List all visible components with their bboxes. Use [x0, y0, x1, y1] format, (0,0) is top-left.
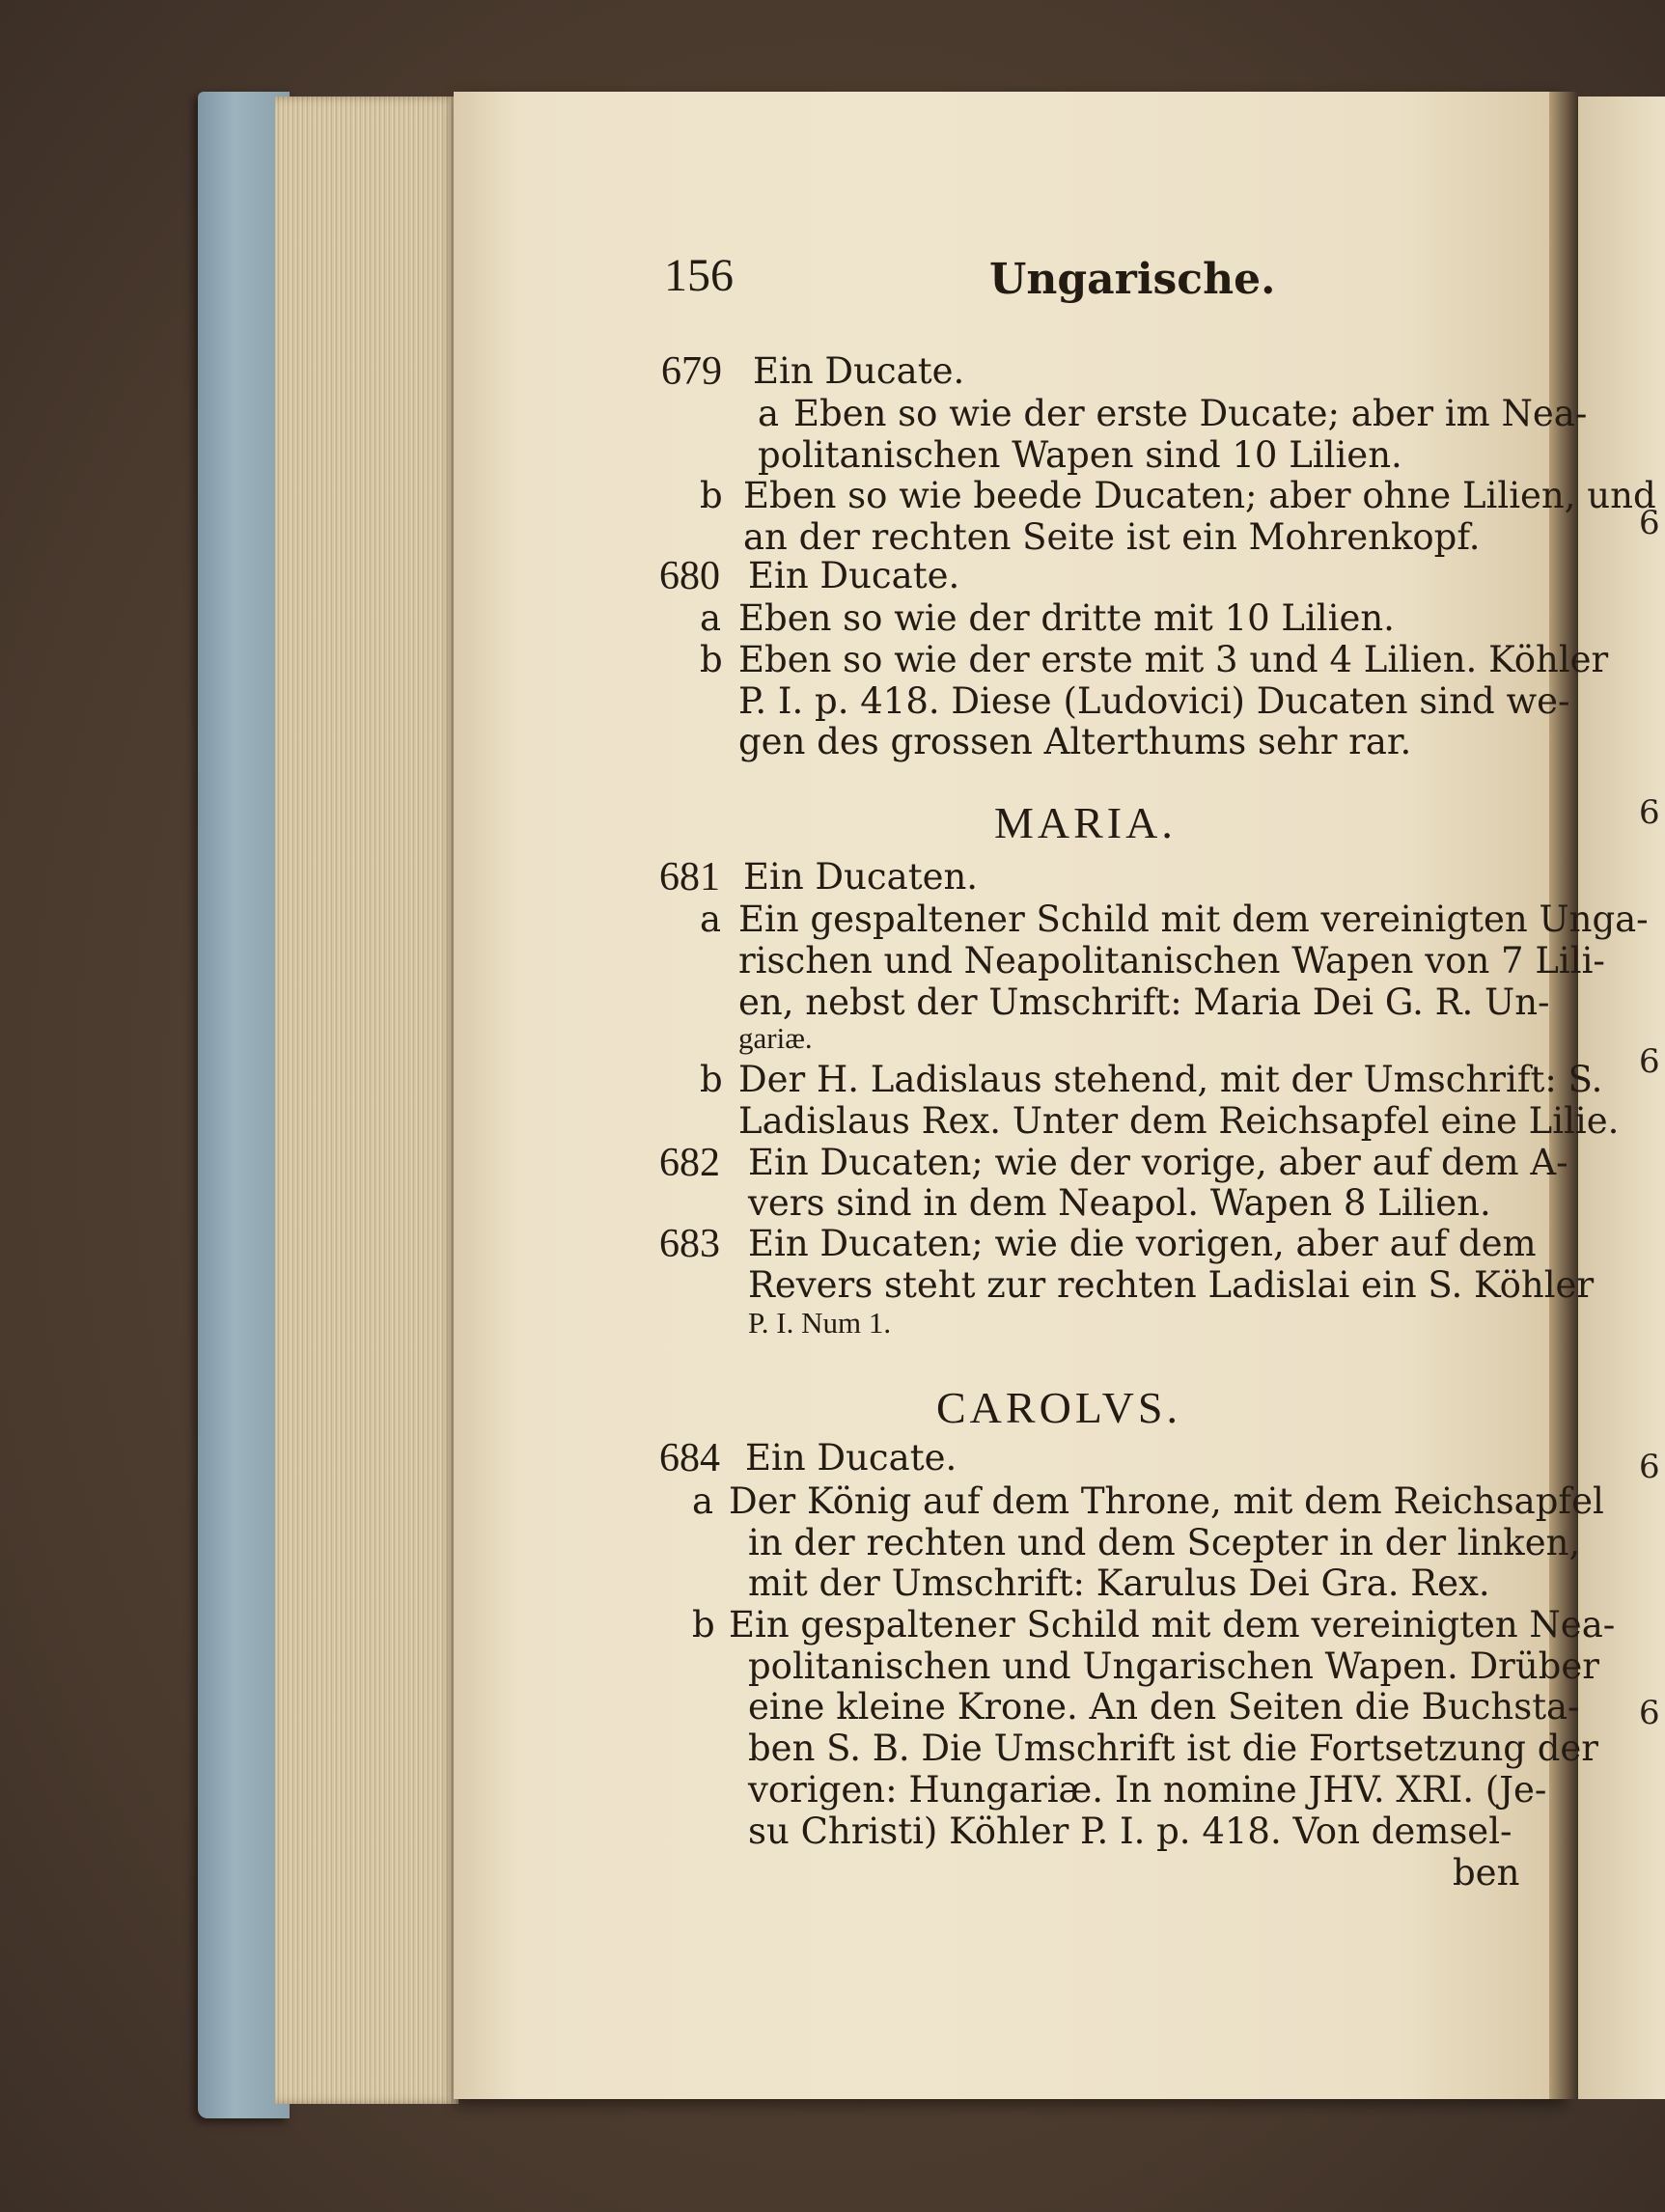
page-number: 156 — [664, 250, 734, 301]
entry-line: vers sind in dem Neapol. Wapen 8 Lilien. — [748, 1182, 1491, 1224]
entry-line: Ein Ducate. — [748, 555, 960, 596]
entry-letter: a — [700, 597, 722, 639]
entry-line: gariæ. — [738, 1021, 813, 1055]
entry-line: Eben so wie beede Ducaten; aber ohne Lilien, und — [743, 475, 1656, 516]
entry-line: rischen und Neapolitanischen Wapen von 7 Lili- — [738, 940, 1605, 982]
entry-number: 681 — [659, 855, 720, 899]
entry-line: Ein Ducate. — [745, 1437, 957, 1479]
entry-line: su Christi) Köhler P. I. p. 418. Von demsel- — [748, 1811, 1512, 1852]
entry-line: politanischen Wapen sind 10 Lilien. — [758, 434, 1402, 476]
entry-line: Ein gespaltener Schild mit dem vereinigten Unga- — [738, 899, 1649, 940]
entry-number: 680 — [659, 554, 720, 598]
entry-number: 683 — [659, 1222, 720, 1266]
entry-line: Ladislaus Rex. Unter dem Reichsapfel eine Lilie. — [738, 1100, 1620, 1142]
entry-line: ben S. B. Die Umschrift ist die Fortsetzung der — [748, 1728, 1598, 1769]
entry-line: en, nebst der Umschrift: Maria Dei G. R. Un- — [738, 982, 1550, 1023]
entry-line: Ein Ducaten; wie die vorigen, aber auf dem — [748, 1223, 1537, 1264]
section-heading-maria: MARIA. — [994, 798, 1177, 847]
facing-page-number: 6 — [1639, 1448, 1660, 1486]
entry-number: 679 — [661, 349, 722, 394]
entry-line: Eben so wie der erste Ducate; aber im Nea- — [793, 393, 1588, 434]
facing-page-number: 6 — [1639, 793, 1660, 832]
facing-page-number: 6 — [1639, 1694, 1660, 1732]
entry-line: in der rechten und dem Scepter in der linken, — [748, 1522, 1581, 1563]
entry-line: Der König auf dem Throne, mit dem Reichsapfel — [729, 1480, 1604, 1522]
entry-line: Der H. Ladislaus stehend, mit der Umschrift: S. — [738, 1059, 1603, 1100]
entry-letter: a — [758, 393, 780, 434]
entry-line: Eben so wie der dritte mit 10 Lilien. — [738, 597, 1395, 639]
entry-letter: a — [700, 899, 722, 940]
entry-number: 682 — [659, 1141, 720, 1185]
entry-line: Eben so wie der erste mit 3 und 4 Lilien. Köhler — [738, 639, 1609, 680]
entry-line: an der rechten Seite ist ein Mohrenkopf. — [743, 516, 1481, 558]
entry-letter: a — [692, 1480, 714, 1522]
entry-number: 684 — [659, 1436, 720, 1480]
entry-line: eine kleine Krone. An den Seiten die Buchsta- — [748, 1686, 1580, 1728]
entry-letter: b — [692, 1604, 715, 1645]
entry-line: P. I. Num 1. — [748, 1306, 892, 1340]
entry-letter: b — [700, 639, 723, 680]
page-edges — [275, 97, 458, 2104]
running-title: Ungarische. — [989, 255, 1276, 304]
entry-line: P. I. p. 418. Diese (Ludovici) Ducaten sind we- — [738, 680, 1570, 722]
catchword: ben — [1453, 1852, 1520, 1894]
entry-line: Ein Ducaten; wie der vorige, aber auf dem A- — [748, 1142, 1568, 1183]
entry-line: gen des grossen Alterthums sehr rar. — [738, 721, 1412, 762]
entry-line: Revers steht zur rechten Ladislai ein S. Köhler — [748, 1264, 1595, 1306]
entry-letter: b — [700, 1059, 723, 1100]
entry-line: mit der Umschrift: Karulus Dei Gra. Rex. — [748, 1562, 1490, 1604]
facing-page-number: 6 — [1639, 504, 1660, 542]
section-heading-carolus: CAROLVS. — [936, 1383, 1181, 1432]
entry-line: Ein gespaltener Schild mit dem vereinigten Nea- — [729, 1604, 1616, 1645]
entry-line: vorigen: Hungariæ. In nomine JHV. XRI. (Je- — [748, 1769, 1547, 1811]
facing-page-number: 6 — [1639, 1042, 1660, 1081]
entry-line: politanischen und Ungarischen Wapen. Drüber — [748, 1645, 1599, 1687]
entry-line: Ein Ducaten. — [743, 856, 979, 898]
entry-letter: b — [700, 475, 723, 516]
entry-line: Ein Ducate. — [753, 350, 965, 392]
